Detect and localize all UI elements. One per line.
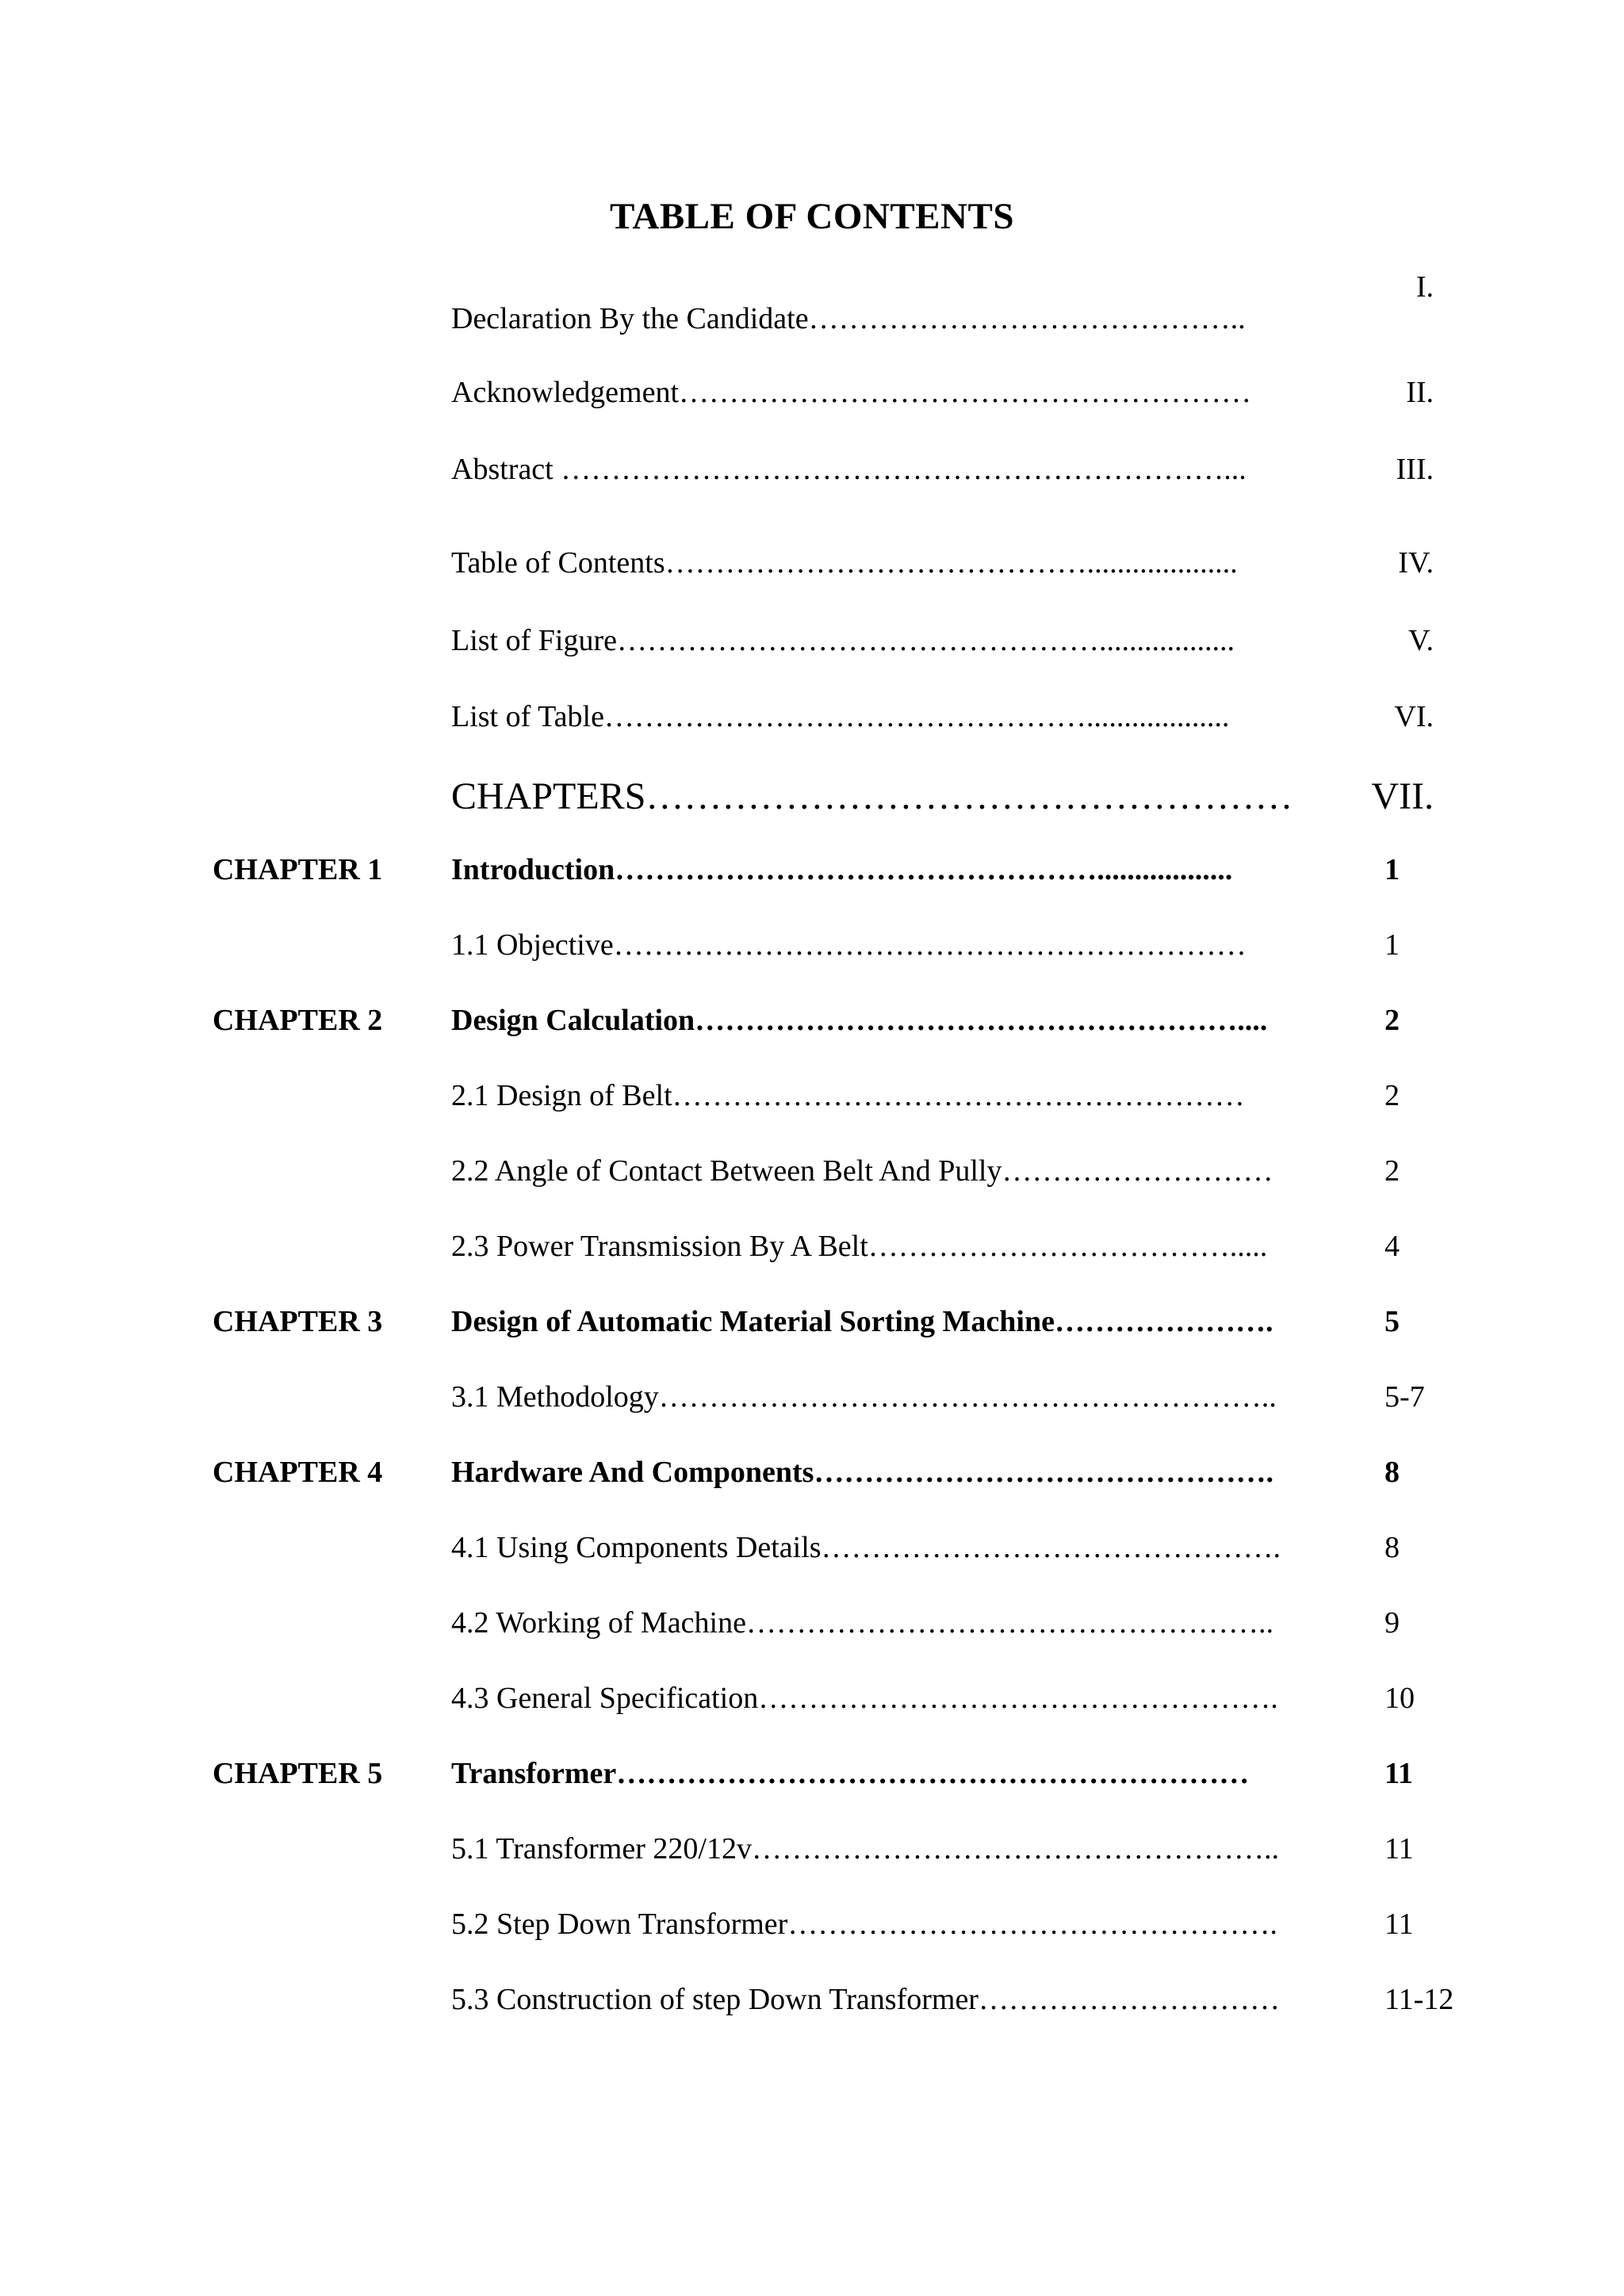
toc-page-number: 2 <box>1385 1079 1400 1112</box>
toc-page-number: 11 <box>1385 1908 1414 1941</box>
toc-page-number: 11-12 <box>1385 1983 1454 2016</box>
toc-entry-text: 2.1 Design of Belt………………………………………………… <box>451 1079 1245 1112</box>
chapter-label: CHAPTER 4 <box>213 1456 383 1489</box>
toc-prelim-acknowledgement <box>0 375 1624 423</box>
toc-page-number: 5-7 <box>1385 1380 1425 1414</box>
toc-page-number: 8 <box>1385 1456 1400 1489</box>
toc-prelim-chapters <box>0 775 1624 822</box>
toc-page-number: 1 <box>1385 853 1400 886</box>
toc-chapter-3 <box>0 1304 1624 1352</box>
toc-section-3-1 <box>0 1380 1624 1427</box>
toc-entry-text: 2.2 Angle of Contact Between Belt And Pully……………………… <box>451 1154 1274 1188</box>
toc-entry-text: Hardware And Components………………………………………. <box>451 1456 1274 1489</box>
toc-entry-text: Table of Contents…………………………………….................... <box>451 546 1238 580</box>
toc-entry-text: 5.2 Step Down Transformer…………………………………………. <box>451 1908 1277 1941</box>
toc-page-number: 8 <box>1385 1531 1400 1564</box>
toc-prelim-declaration <box>0 270 1624 349</box>
toc-page-number: 9 <box>1385 1606 1400 1640</box>
toc-page-number: V. <box>1408 624 1434 657</box>
toc-page-number: 4 <box>1385 1230 1400 1263</box>
toc-entry-text: List of Table…………………………………………................... <box>451 700 1230 733</box>
toc-entry-text: Design Calculation……………………………………………….... <box>451 1004 1268 1037</box>
toc-section-2-1 <box>0 1078 1624 1126</box>
toc-entry-text: List of Figure………………………………………….................. <box>451 624 1235 657</box>
toc-entry-text: Design of Automatic Material Sorting Machine…………………. <box>451 1305 1274 1338</box>
toc-page-number: VI. <box>1394 700 1434 733</box>
toc-section-4-3 <box>0 1681 1624 1728</box>
toc-chapter-2 <box>0 1003 1624 1050</box>
toc-entry-text: 5.1 Transformer 220/12v…………………………………………….. <box>451 1832 1279 1866</box>
toc-page-number: III. <box>1396 453 1434 486</box>
toc-section-2-3 <box>0 1229 1624 1276</box>
toc-entry-text: 4.2 Working of Machine…………………………………………….. <box>451 1606 1274 1640</box>
toc-entry-text: 5.3 Construction of step Down Transformer………………………… <box>451 1983 1280 2016</box>
toc-section-4-2 <box>0 1605 1624 1653</box>
toc-prelim-list-of-figure <box>0 623 1624 671</box>
toc-entry-text: 3.1 Methodology…………………………………………………….. <box>451 1380 1277 1414</box>
toc-entry-text: 1.1 Objective……………………………………………………… <box>451 928 1247 962</box>
toc-entry-text: 2.3 Power Transmission By A Belt………………………………..... <box>451 1230 1268 1263</box>
page-title: TABLE OF CONTENTS <box>610 196 1014 237</box>
toc-page-number: IV. <box>1398 546 1434 580</box>
toc-prelim-list-of-table <box>0 699 1624 747</box>
toc-chapter-1 <box>0 852 1624 900</box>
toc-entry-text: Transformer……………………………………………………… <box>451 1757 1250 1790</box>
toc-entry-text: Acknowledgement………………………………………………… <box>451 376 1252 409</box>
toc-page-number: 11 <box>1385 1832 1414 1866</box>
toc-page-number: 2 <box>1385 1154 1400 1188</box>
toc-page-number: 11 <box>1385 1757 1413 1790</box>
toc-page-number: I. <box>1415 270 1434 304</box>
toc-chapter-5 <box>0 1756 1624 1804</box>
toc-page-number: 2 <box>1385 1004 1400 1037</box>
chapter-label: CHAPTER 2 <box>213 1004 383 1037</box>
toc-section-5-2 <box>0 1907 1624 1954</box>
toc-page-number: II. <box>1406 376 1434 409</box>
toc-prelim-abstract <box>0 452 1624 499</box>
toc-page-number: VII. <box>1371 775 1434 817</box>
toc-entry-text: 4.3 General Specification……………………………………………. <box>451 1682 1278 1715</box>
toc-page-number: 5 <box>1385 1305 1400 1338</box>
toc-section-4-1 <box>0 1530 1624 1578</box>
toc-section-2-2 <box>0 1154 1624 1201</box>
toc-prelim-table-of-contents <box>0 545 1624 593</box>
chapter-label: CHAPTER 5 <box>213 1757 383 1790</box>
chapter-label: CHAPTER 3 <box>213 1305 383 1338</box>
chapter-label: CHAPTER 1 <box>213 853 383 886</box>
toc-entry-text: 4.1 Using Components Details………………………………………. <box>451 1531 1281 1564</box>
toc-page-number: 10 <box>1385 1682 1415 1715</box>
toc-section-1-1 <box>0 928 1624 975</box>
toc-section-5-1 <box>0 1831 1624 1879</box>
toc-page-number: 1 <box>1385 928 1400 962</box>
toc-entry-text: Declaration By the Candidate…………………………………….. <box>451 302 1246 335</box>
toc-entry-text: Introduction………………………………………….................. <box>451 853 1233 886</box>
toc-section-5-3 <box>0 1982 1624 2030</box>
toc-entry-text: CHAPTERS…………………………………………… <box>451 775 1293 817</box>
toc-chapter-4 <box>0 1455 1624 1502</box>
toc-entry-text: Abstract …………………………………………………………... <box>451 453 1247 486</box>
